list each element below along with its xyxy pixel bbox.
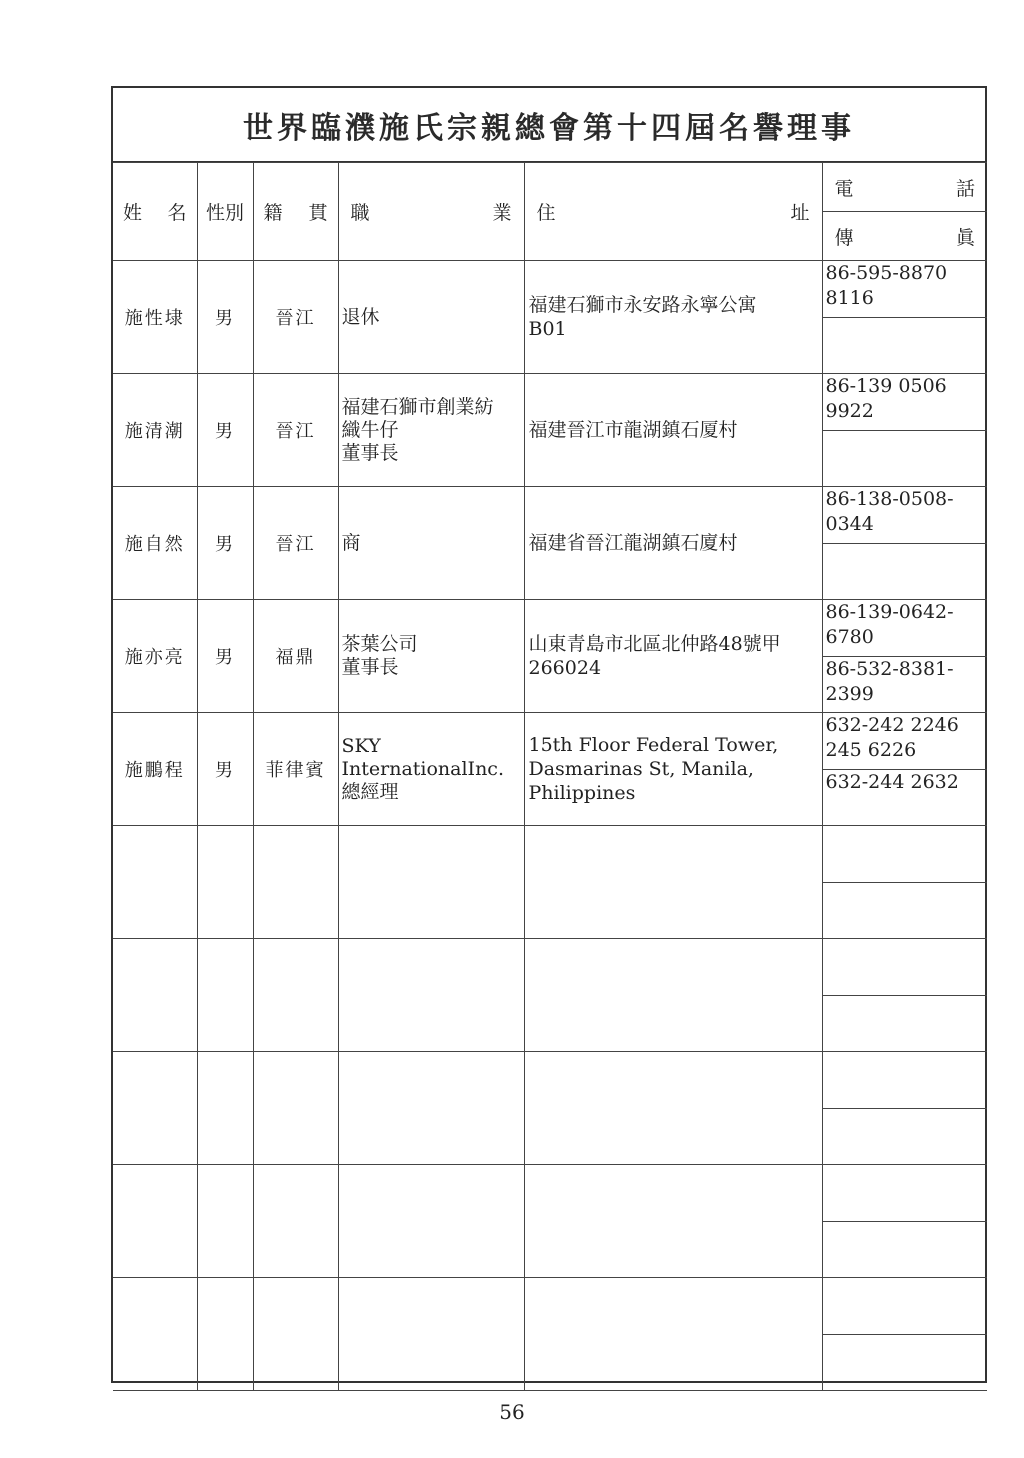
empty-telephone-cell [822, 1165, 987, 1222]
member-row [113, 487, 987, 544]
member-name: 施鵬程 [113, 713, 197, 826]
member-origin: 菲律賓 [253, 713, 338, 826]
member-fax [822, 431, 987, 487]
rows.0.tel-line: 8116 [825, 287, 874, 309]
empty-fax-cell [822, 883, 987, 939]
member-telephone [822, 600, 987, 657]
rows.2.tel-line: 0344 [825, 513, 874, 535]
roster-table [113, 162, 987, 1391]
member-address [524, 487, 822, 600]
rows.3.job-line: 董事長 [341, 656, 399, 678]
member-occupation [338, 487, 524, 600]
member-occupation [338, 600, 524, 713]
rows.0.job-line: 退休 [341, 305, 380, 328]
member-occupation [338, 713, 524, 826]
member-sex: 男 [197, 487, 253, 600]
rows.1.addr-line: 福建晉江市龍湖鎮石厦村 [528, 419, 738, 441]
empty-row [113, 1165, 987, 1222]
member-name: 施亦亮 [113, 600, 197, 713]
member-sex: 男 [197, 261, 253, 374]
rows.3.job-line: 茶葉公司 [341, 633, 418, 655]
member-address [524, 600, 822, 713]
header-fax: 傳 眞 [822, 212, 987, 261]
empty-telephone-cell [822, 826, 987, 883]
empty-row [113, 1052, 987, 1109]
rows.4.fax-line: 632-244 2632 [825, 771, 959, 793]
rows.2.addr-line: 福建省晉江龍湖鎮石廈村 [528, 532, 738, 554]
rows.3.addr-line: 266024 [528, 657, 602, 679]
rows.4.addr-line: Philippines [528, 782, 636, 804]
member-telephone [822, 487, 987, 544]
member-row [113, 600, 987, 657]
rows.3.addr-line: 山東青島市北區北仲路48號甲 [528, 633, 781, 655]
rows.1.tel-line: 86-139 0506 [825, 375, 947, 397]
member-occupation [338, 374, 524, 487]
member-row [113, 374, 987, 431]
member-sex: 男 [197, 713, 253, 826]
rows.2.job-line: 商 [341, 531, 361, 554]
empty-fax-cell [822, 1335, 987, 1391]
rows.3.tel-line: 86-139-0642- [825, 601, 954, 623]
rows.0.addr-line: 福建石獅市永安路永寧公寓 [528, 294, 757, 316]
rows.1.job-line: 福建石獅市創業紡 [341, 395, 494, 418]
member-telephone [822, 374, 987, 431]
member-origin: 晉江 [253, 487, 338, 600]
empty-fax-cell [822, 1222, 987, 1278]
empty-row [113, 1278, 987, 1335]
member-address [524, 261, 822, 374]
rows.1.job-line: 織牛仔 [341, 418, 399, 441]
page-number: 56 [499, 1400, 525, 1424]
page-title: 世界臨濮施氏宗親總會第十四屆名譽理事 [113, 88, 985, 162]
member-fax [822, 318, 987, 374]
header-telephone: 電 話 [822, 163, 987, 212]
header-sex: 性別 [197, 163, 253, 261]
member-fax [822, 544, 987, 600]
member-origin: 晉江 [253, 374, 338, 487]
member-telephone [822, 261, 987, 318]
member-name: 施清潮 [113, 374, 197, 487]
roster-sheet [111, 86, 987, 1383]
member-telephone [822, 713, 987, 770]
member-origin: 晉江 [253, 261, 338, 374]
rows.4.tel-line: 632-242 2246 [825, 714, 959, 736]
empty-fax-cell [822, 996, 987, 1052]
empty-telephone-cell [822, 939, 987, 996]
rows.3.fax-line: 2399 [825, 683, 874, 705]
rows.4.job-line: InternationalInc. [341, 757, 504, 780]
header-address: 住 址 [524, 163, 822, 261]
member-sex: 男 [197, 374, 253, 487]
rows.2.tel-line: 86-138-0508- [825, 488, 954, 510]
member-sex: 男 [197, 600, 253, 713]
header-row [113, 163, 987, 212]
rows.4.job-line: 總經理 [341, 780, 399, 803]
empty-row [113, 826, 987, 883]
empty-telephone-cell [822, 1052, 987, 1109]
header-occupation: 職 業 [338, 163, 524, 261]
rows.3.fax-line: 86-532-8381- [825, 658, 954, 680]
member-fax [822, 770, 987, 826]
rows.4.job-line: SKY [341, 734, 381, 757]
rows.4.tel-line: 245 6226 [825, 739, 917, 761]
rows.3.tel-line: 6780 [825, 626, 874, 648]
rows.0.tel-line: 86-595-8870 [825, 262, 948, 284]
member-name: 施自然 [113, 487, 197, 600]
empty-row [113, 939, 987, 996]
member-occupation [338, 261, 524, 374]
member-address [524, 713, 822, 826]
rows.0.addr-line: B01 [528, 318, 567, 340]
member-name: 施性埭 [113, 261, 197, 374]
member-address [524, 374, 822, 487]
header-origin: 籍 貫 [253, 163, 338, 261]
empty-telephone-cell [822, 1278, 987, 1335]
rows.4.addr-line: Dasmarinas St, Manila, [528, 758, 754, 780]
member-fax [822, 657, 987, 713]
member-row [113, 261, 987, 318]
member-origin: 福鼎 [253, 600, 338, 713]
rows.1.job-line: 董事長 [341, 441, 399, 464]
empty-fax-cell [822, 1109, 987, 1165]
rows.1.tel-line: 9922 [825, 400, 874, 422]
header-name: 姓 名 [113, 163, 197, 261]
rows.4.addr-line: 15th Floor Federal Tower, [528, 734, 779, 756]
member-row [113, 713, 987, 770]
